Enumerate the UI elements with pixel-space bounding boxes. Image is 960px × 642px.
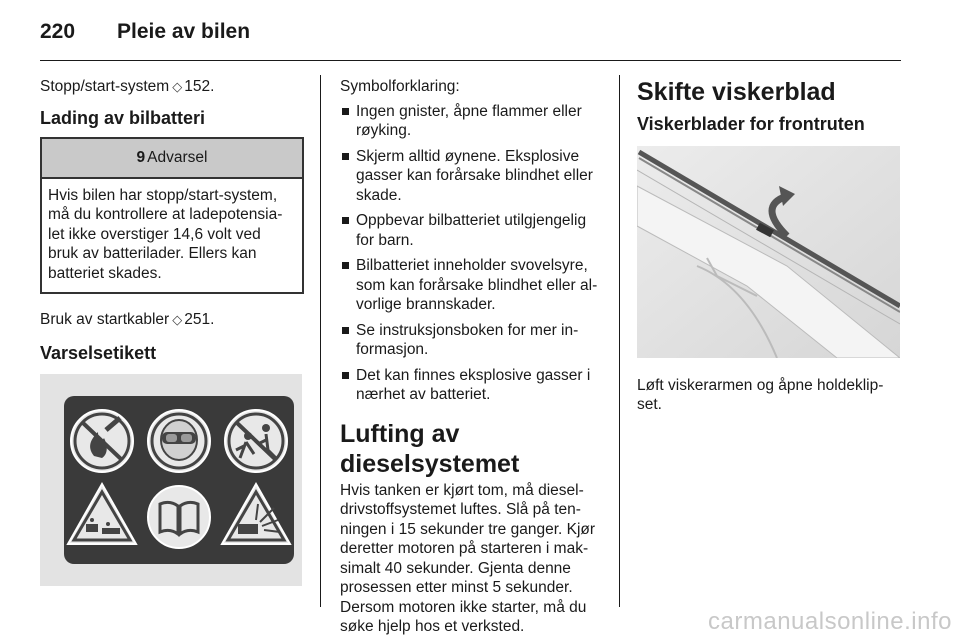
stopp-text: Stopp/start-system: [40, 78, 170, 95]
eye-protection-icon: [148, 410, 210, 472]
lufting-paragraph: Hvis tanken er kjørt tom, må diesel- drivstoffsystemet luftes. Slå på ten- ningen i 15 sekunder tre ganger. Kjør deretter motoren på starteren i mak- simalt 40 sekunder. Gjenta denne prosessen etter minst 5 sekunder. Dersom motoren ikke starter, må du søke hjelp hos et verksted.: [340, 481, 596, 635]
column-right: [637, 75, 902, 415]
warning-line: bruk av batterilader. Ellers kan: [48, 245, 257, 262]
wiper-blade-illustration: [637, 146, 900, 358]
symbol-heading: Symbolforklaring:: [340, 78, 460, 95]
list-item: Bilbatteriet inneholder svovelsyre, som kan forårsake blindhet eller al- vorlige brannskader.: [340, 256, 608, 315]
bullet-icon: [342, 217, 349, 224]
heading-viskerblader: Viskerblader for frontruten: [637, 114, 865, 134]
warning-body: [42, 179, 302, 293]
column-divider-2: [619, 75, 620, 607]
list-item: Oppbevar bilbatteriet utilgjengelig for barn.: [340, 211, 608, 250]
no-fire-icon: [71, 410, 133, 472]
page-ref-icon: ◇: [172, 79, 183, 94]
warning-title: Advarsel: [147, 148, 208, 166]
watermark: carmanualsonline.info: [708, 608, 952, 635]
list-item: Ingen gnister, åpne flammer eller røyking.: [340, 102, 608, 141]
stopp-start-ref: [40, 77, 302, 97]
wiper-caption: Løft viskerarmen og åpne holdeklip- set.: [637, 376, 884, 413]
bullet-icon: [342, 262, 349, 269]
bullet-icon: [342, 327, 349, 334]
column-left: [40, 75, 302, 591]
heading-varselsetikett: Varselsetikett: [40, 342, 157, 363]
read-manual-icon: [148, 486, 210, 548]
warning-line: let ikke overstiger 14,6 volt ved: [48, 225, 261, 243]
bullet-icon: [342, 108, 349, 115]
startkabler-text: Bruk av startkabler: [40, 311, 170, 328]
list-item: Det kan finnes eksplosive gasser i nærhet av batteriet.: [340, 366, 608, 405]
warning-line: batteriet skades.: [48, 264, 162, 282]
page-number: 220: [40, 20, 76, 43]
keep-children-away-icon: [225, 410, 287, 472]
list-item: Se instruksjonsboken for mer in- formasjon.: [340, 321, 608, 360]
startkabler-ref-page: 251.: [184, 311, 215, 328]
warning-line: Hvis bilen har stopp/start-system,: [48, 186, 278, 204]
heading-skifte: Skifte viskerblad: [637, 78, 836, 106]
warning-box: [40, 137, 304, 295]
column-middle: [340, 75, 608, 637]
warning-line: må du kontrollere at ladepotensia-: [48, 206, 283, 223]
page-title: Pleie av bilen: [117, 20, 251, 43]
symbol-list: [340, 102, 608, 405]
startkabler-ref: [40, 310, 302, 330]
warning-label-illustration: [40, 374, 302, 586]
warning-header: [42, 139, 302, 179]
heading-lading: Lading av bilbatteri: [40, 107, 206, 128]
warning-triangle-icon: 9: [136, 148, 146, 166]
column-divider-1: [320, 75, 321, 607]
header-rule: [40, 60, 901, 61]
stopp-ref-page: 152.: [184, 78, 215, 95]
list-item: Skjerm alltid øynene. Eksplosive gasser kan forårsake blindhet eller skade.: [340, 147, 608, 206]
heading-lufting: Lufting av dieselsystemet: [340, 419, 520, 478]
bullet-icon: [342, 372, 349, 379]
bullet-icon: [342, 153, 349, 160]
page-ref-icon: ◇: [172, 312, 183, 327]
